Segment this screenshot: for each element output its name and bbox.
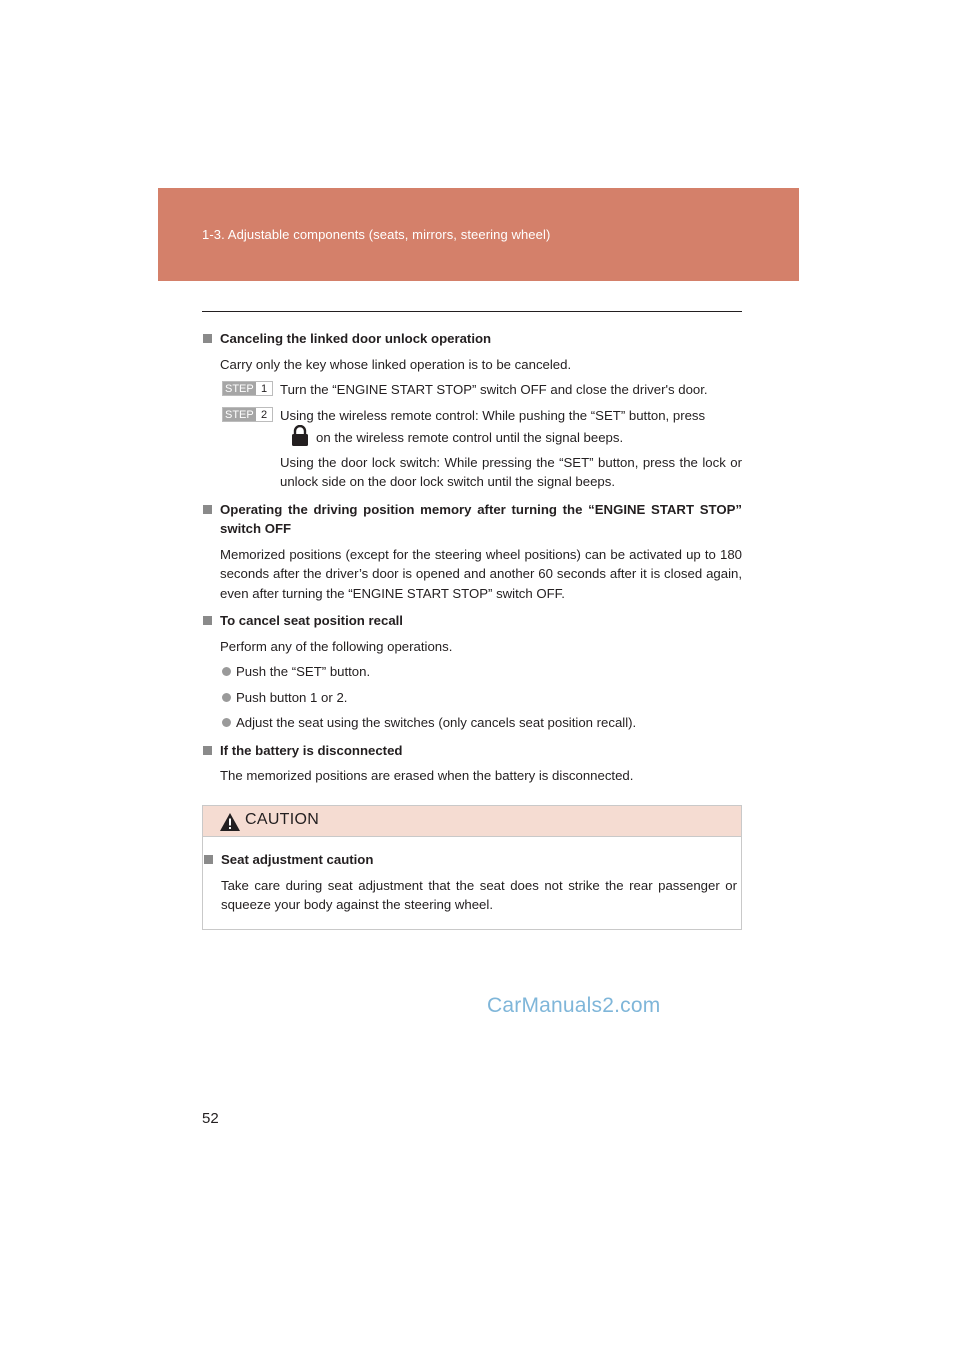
step-1 <box>202 380 742 400</box>
square-bullet-icon <box>203 505 212 514</box>
section-heading: Canceling the linked door unlock operation <box>202 329 742 349</box>
round-bullet-icon <box>222 718 231 727</box>
paragraph: Perform any of the following operations. <box>220 638 453 654</box>
caution-title: CAUTION <box>245 811 320 828</box>
round-bullet-icon <box>222 667 231 676</box>
caution-box <box>202 805 742 930</box>
main-content <box>202 329 742 786</box>
lock-icon <box>290 425 310 453</box>
square-bullet-icon <box>203 616 212 625</box>
step-badge: STEP 2 <box>222 407 273 422</box>
paragraph: Carry only the key whose linked operation is to be canceled. <box>220 356 572 372</box>
section-heading: Operating the driving position memory after turning the “ENGINE START STOP” switch OFF <box>202 500 742 539</box>
square-bullet-icon <box>203 746 212 755</box>
step-text: Using the wireless remote control: While pushing the “SET” button, press <box>280 407 706 423</box>
list-item: Adjust the seat using the switches (only cancels seat position recall). <box>202 713 742 733</box>
list-item: Push the “SET” button. <box>202 662 742 682</box>
section-heading: If the battery is disconnected <box>202 741 742 761</box>
paragraph: Memorized positions (except for the steering wheel positions) can be activated up to 180 seconds after the driver’s door is opened and another 60 seconds after it is closed again, even after turning the “ENGINE START STOP” switch OFF. <box>220 546 742 601</box>
square-bullet-icon <box>204 855 213 864</box>
step-text: Turn the “ENGINE START STOP” switch OFF and close the driver's door. <box>280 382 708 397</box>
step-text: on the wireless remote control until the signal beeps. <box>316 430 624 445</box>
caution-header <box>203 806 741 837</box>
step-text: Using the door lock switch: While pressing the “SET” button, press the lock or unlock side on the door lock switch until the signal beeps. <box>280 454 742 489</box>
paragraph: The memorized positions are erased when the battery is disconnected. <box>220 768 634 783</box>
page-number: 52 <box>202 1110 219 1127</box>
round-bullet-icon <box>222 693 231 702</box>
caution-text: Take care during seat adjustment that the seat does not strike the rear passenger or squeeze your body against the steering wheel. <box>221 877 737 912</box>
square-bullet-icon <box>203 334 212 343</box>
chapter-title: 1-3. Adjustable components (seats, mirrors, steering wheel) <box>202 227 551 242</box>
caution-body <box>203 850 741 915</box>
step-2 <box>202 406 742 492</box>
watermark-logo[interactable]: CarManuals2.com <box>487 994 661 1017</box>
section-divider <box>202 311 742 312</box>
caution-heading: Seat adjustment caution <box>203 850 741 870</box>
warning-triangle-icon <box>219 812 241 837</box>
list-item: Push button 1 or 2. <box>202 688 742 708</box>
section-heading: To cancel seat position recall <box>202 611 742 631</box>
step-badge: STEP 1 <box>222 381 273 396</box>
